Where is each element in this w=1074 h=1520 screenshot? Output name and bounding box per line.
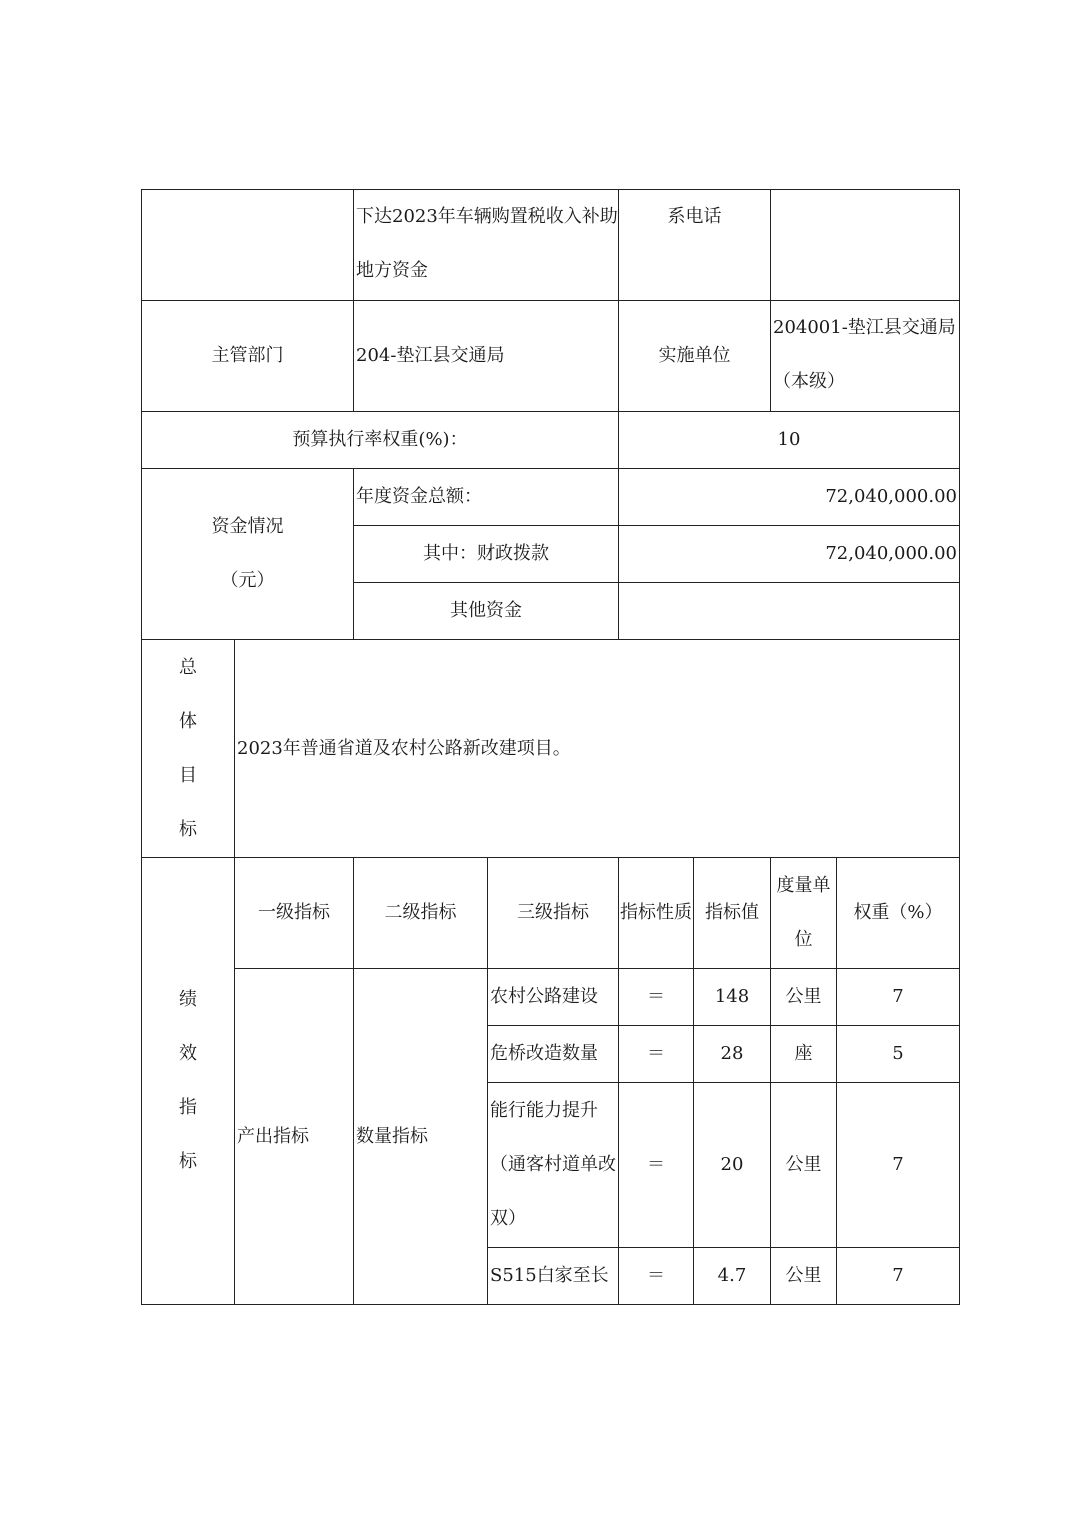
indicator-value: 20 — [694, 1083, 771, 1248]
level2-indicator: 数量指标 — [354, 969, 488, 1305]
indicator-nature: ＝ — [619, 1083, 694, 1248]
indicator-unit: 公里 — [771, 1083, 837, 1248]
level3-indicator: 能行能力提升（通客村道单改双） — [488, 1083, 619, 1248]
level3-indicator: 农村公路建设 — [488, 969, 619, 1026]
indicator-value: 28 — [694, 1026, 771, 1083]
overall-goal-char: 体 — [179, 710, 197, 732]
indicator-unit: 公里 — [771, 1248, 837, 1305]
project-name-label-cell — [142, 190, 354, 301]
other-funds-value — [619, 583, 960, 640]
indicator-weight: 7 — [837, 1083, 960, 1248]
performance-char: 标 — [179, 1151, 197, 1172]
funds-total-row — [142, 469, 960, 526]
header-value: 指标值 — [694, 858, 771, 969]
fiscal-allocation-label: 其中：财政拨款 — [354, 526, 619, 583]
table-row — [142, 969, 960, 1026]
project-name-row — [142, 190, 960, 301]
indicator-unit: 公里 — [771, 969, 837, 1026]
indicator-nature: ＝ — [619, 1026, 694, 1083]
header-level1: 一级指标 — [235, 858, 354, 969]
department-row — [142, 301, 960, 412]
budget-weight-value: 10 — [619, 412, 960, 469]
indicator-weight: 7 — [837, 1248, 960, 1305]
department-label: 主管部门 — [142, 301, 354, 412]
funds-unit-label: （元） — [220, 570, 275, 591]
overall-goal-char: 总 — [179, 656, 197, 678]
indicator-weight: 7 — [837, 969, 960, 1026]
other-funds-label: 其他资金 — [354, 583, 619, 640]
implementing-unit-label: 实施单位 — [619, 301, 771, 412]
header-weight: 权重（%） — [837, 858, 960, 969]
performance-header-row — [142, 858, 960, 969]
performance-target-table — [141, 189, 960, 1305]
performance-char: 效 — [179, 1043, 197, 1064]
fiscal-allocation-value: 72,040,000.00 — [619, 526, 960, 583]
header-nature: 指标性质 — [619, 858, 694, 969]
level3-indicator: S515白家至长 — [488, 1248, 619, 1305]
contact-phone-label: 系电话 — [619, 190, 771, 301]
overall-goal-text: 2023年普通省道及农村公路新改建项目。 — [235, 640, 960, 858]
project-performance-sheet — [141, 189, 959, 1305]
funds-label: 资金情况 — [211, 516, 284, 537]
performance-label — [142, 858, 235, 1305]
project-name-value: 下达2023年车辆购置税收入补助地方资金 — [354, 190, 619, 301]
indicator-unit: 座 — [771, 1026, 837, 1083]
budget-weight-label: 预算执行率权重(%)： — [142, 412, 619, 469]
funds-label-cell — [142, 469, 354, 640]
overall-goal-char: 目 — [179, 764, 197, 786]
department-value: 204-垫江县交通局 — [354, 301, 619, 412]
performance-char: 指 — [179, 1097, 197, 1118]
budget-weight-row — [142, 412, 960, 469]
indicator-value: 4.7 — [694, 1248, 771, 1305]
indicator-value: 148 — [694, 969, 771, 1026]
overall-goal-label — [142, 640, 235, 858]
implementing-unit-value: 204001-垫江县交通局（本级） — [771, 301, 960, 412]
annual-total-label: 年度资金总额： — [354, 469, 619, 526]
header-unit: 度量单位 — [771, 858, 837, 969]
indicator-nature: ＝ — [619, 1248, 694, 1305]
overall-goal-char: 标 — [179, 818, 197, 840]
level1-indicator: 产出指标 — [235, 969, 354, 1305]
level3-indicator: 危桥改造数量 — [488, 1026, 619, 1083]
contact-phone-value — [771, 190, 960, 301]
header-level3: 三级指标 — [488, 858, 619, 969]
overall-goal-row — [142, 640, 960, 858]
indicator-nature: ＝ — [619, 969, 694, 1026]
annual-total-value: 72,040,000.00 — [619, 469, 960, 526]
indicator-weight: 5 — [837, 1026, 960, 1083]
performance-char: 绩 — [179, 989, 197, 1010]
header-level2: 二级指标 — [354, 858, 488, 969]
